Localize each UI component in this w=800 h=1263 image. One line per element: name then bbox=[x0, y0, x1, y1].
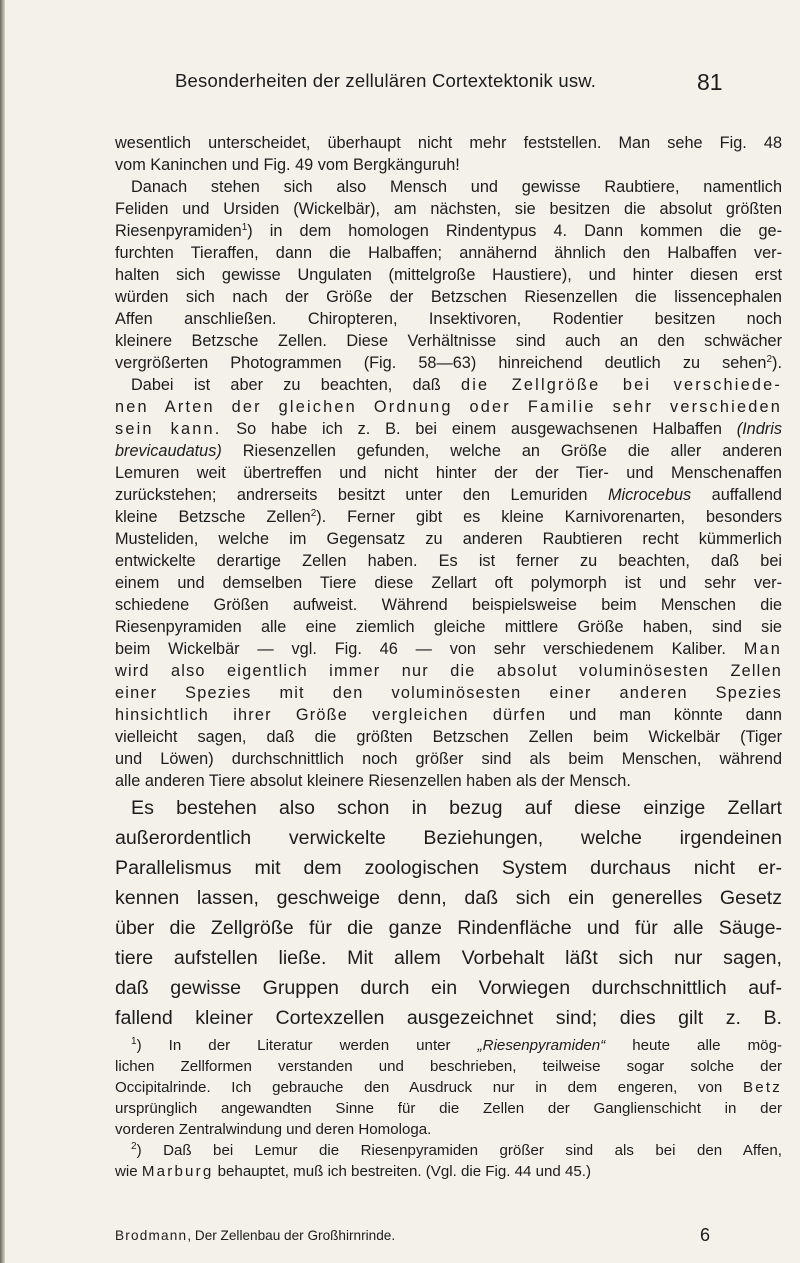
text-span: ). bbox=[772, 354, 782, 372]
text-line: Feliden und Ursiden (Wickelbär), am nächsten, sie besitzen die absolut größten bbox=[115, 200, 782, 218]
text-span: und man könnte dann bbox=[546, 706, 782, 724]
text-span: So habe ich z. B. bei einem ausgewachsenen Halbaffen bbox=[221, 420, 737, 438]
footnote-line bbox=[115, 1079, 782, 1097]
text-line bbox=[115, 485, 782, 505]
text-line: Danach stehen sich also Mensch und gewisse Raubtiere, namentlich bbox=[131, 178, 782, 196]
text-line: würden sich nach der Größe der Betzschen Riesenzellen die lissencephalen bbox=[115, 288, 782, 306]
large-text-line: daß gewisse Gruppen durch ein Vorwiegen durchschnittlich auf- bbox=[115, 977, 782, 999]
page-number: 81 bbox=[697, 69, 723, 95]
text-span: zurückstehen; andrerseits besitzt unter den Lemuriden bbox=[115, 486, 608, 504]
footnote-ref: 2 bbox=[766, 354, 773, 365]
text-span: beim Wickelbär — vgl. Fig. 46 — von sehr verschiedenem Kaliber. bbox=[115, 640, 744, 658]
text-line bbox=[131, 375, 782, 395]
text-line: halten sich gewisse Ungulaten (mittelgroße Haustiere), und hinter diesen erst bbox=[115, 266, 782, 284]
emphasis-span: die Zellgröße bei verschiede- bbox=[460, 376, 782, 394]
footnote-line bbox=[131, 1037, 782, 1055]
large-text-line: fallend kleiner Cortexzellen ausgezeichnet sind; dies gilt z. B. bbox=[115, 1007, 782, 1029]
species-name: Microcebus bbox=[607, 486, 692, 504]
text-line bbox=[115, 353, 782, 373]
text-line: wesentlich unterscheidet, überhaupt nicht mehr feststellen. Man sehe Fig. 48 bbox=[115, 134, 782, 152]
footnote-ref: 2 bbox=[310, 508, 317, 519]
text-line bbox=[115, 705, 782, 725]
emphasis-span: Man bbox=[743, 640, 782, 658]
text-line: kleinere Betzsche Zellen. Diese Verhältnisse sind auch an den schwächer bbox=[115, 332, 782, 350]
large-text-line: außerordentlich verwickelte Beziehungen, welche irgendeinen bbox=[115, 827, 782, 849]
text-line: Lemuren weit übertreffen und nicht hinter der der Tier- und Menschenaffen bbox=[115, 464, 782, 482]
footnote-line bbox=[131, 1142, 782, 1160]
text-span: heute alle mög- bbox=[605, 1037, 782, 1054]
text-line: Musteliden, welche im Gegensatz zu anderen Raubtieren recht kümmerlich bbox=[115, 530, 782, 548]
text-span: behauptet, muß ich bestreiten. (Vgl. die Fig. 44 und 45.) bbox=[213, 1163, 592, 1180]
text-line bbox=[115, 507, 782, 527]
author-name: Marburg bbox=[141, 1163, 214, 1180]
species-name: (Indris bbox=[736, 420, 782, 438]
text-line: schiedene Größen aufweist. Während beispielsweise beim Menschen die bbox=[115, 596, 782, 614]
text-line: alle anderen Tiere absolut kleinere Riesenzellen haben als der Mensch. bbox=[115, 772, 631, 790]
text-span: Riesenpyramiden bbox=[115, 222, 242, 240]
text-line bbox=[115, 639, 782, 659]
author-name: Brodmann bbox=[115, 1228, 188, 1243]
text-line: Riesenpyramiden alle eine ziemlich gleiche mittlere Größe haben, sind sie bbox=[115, 618, 782, 636]
emphasis-span: hinsichtlich ihrer Größe vergleichen dürfen bbox=[115, 706, 547, 724]
text-span: Occipitalrinde. Ich gebrauche den Ausdruck nur in dem engeren, von bbox=[115, 1079, 743, 1096]
footnote-line: lichen Zellformen verstanden und beschrieben, teilweise sogar solche der bbox=[115, 1058, 782, 1075]
text-line: einem und demselben Tiere diese Zellart oft polymorph ist und sehr ver- bbox=[115, 574, 782, 592]
text-span: in dem homologen Rindentypus 4. Dann kommen die ge- bbox=[252, 222, 782, 240]
text-span: ) In der Literatur werden unter bbox=[136, 1037, 478, 1054]
text-span: wie bbox=[115, 1163, 142, 1180]
large-text-line: über die Zellgröße für die ganze Rindenfläche und für alle Säuge- bbox=[115, 917, 782, 939]
text-line: entwickelte derartige Zellen haben. Es ist ferner zu beachten, daß bei bbox=[115, 552, 782, 570]
author-name: Betz bbox=[742, 1079, 782, 1096]
running-header: Besonderheiten der zellulären Cortextektonik usw. bbox=[175, 70, 597, 91]
text-span: Dabei ist aber zu beachten, daß bbox=[131, 376, 461, 394]
signature-line bbox=[115, 1228, 395, 1243]
footnote-line bbox=[115, 1163, 782, 1181]
text-span: vergrößerten Photogrammen (Fig. 58—63) hinreichend deutlich zu sehen bbox=[115, 354, 767, 372]
text-line: wird also eigentlich immer nur die absolut voluminösesten Zellen bbox=[115, 662, 782, 680]
large-text-line: kennen lassen, geschweige denn, daß sich ein generelles Gesetz bbox=[115, 887, 782, 909]
text-span: kleine Betzsche Zellen bbox=[115, 508, 311, 526]
book-title: , Der Zellenbau der Großhirnrinde. bbox=[187, 1228, 396, 1243]
signature-mark: 6 bbox=[700, 1225, 711, 1245]
text-line: nen Arten der gleichen Ordnung oder Familie sehr verschieden bbox=[115, 398, 782, 416]
footnote-ref: 1 bbox=[241, 222, 248, 233]
large-text-line: Parallelismus mit dem zoologischen System durchaus nicht er- bbox=[115, 857, 782, 879]
text-line: vom Kaninchen und Fig. 49 vom Bergkänguruh! bbox=[115, 156, 460, 174]
emphasis-span: sein kann. bbox=[115, 420, 222, 438]
species-name: brevicaudatus) bbox=[115, 442, 222, 460]
footnote-line: vorderen Zentralwindung und deren Homologa. bbox=[115, 1121, 432, 1138]
text-line bbox=[115, 419, 782, 439]
footnote-mark: 1 bbox=[131, 1036, 137, 1047]
text-line: Affen anschließen. Chiropteren, Insektivoren, Rodentier besitzen noch bbox=[115, 310, 782, 328]
footnote-line: ursprünglich angewandten Sinne für die Zellen der Ganglienschicht in der bbox=[115, 1100, 782, 1117]
footnote-mark: 2 bbox=[131, 1141, 137, 1152]
text-span: auffallend bbox=[691, 486, 782, 504]
text-span: ). Ferner gibt es kleine Karnivorenarten, besonders bbox=[316, 508, 782, 526]
text-line bbox=[115, 441, 782, 461]
text-span: ) Daß bei Lemur die Riesenpyramiden größer sind als bei den Affen, bbox=[136, 1142, 782, 1159]
large-text-line: tiere aufstellen ließe. Mit allem Vorbehalt läßt sich nur sagen, bbox=[115, 947, 782, 969]
quoted-term: „Riesenpyramiden“ bbox=[477, 1037, 606, 1054]
text-line: vielleicht sagen, daß die größten Betzschen Zellen beim Wickelbär (Tiger bbox=[115, 728, 782, 746]
text-span: Riesenzellen gefunden, welche an Größe die aller anderen bbox=[221, 442, 782, 460]
text-line: und Löwen) durchschnittlich noch größer sind als beim Menschen, während bbox=[115, 750, 782, 768]
large-text-line: Es bestehen also schon in bezug auf diese einzige Zellart bbox=[131, 797, 782, 819]
text-line: einer Spezies mit den voluminösesten einer anderen Spezies bbox=[115, 684, 782, 702]
text-line: Riesenpyramiden$^1$) in dem homologen Rindentypus 4. Dann kommen die ge- bbox=[115, 222, 782, 240]
text-line: furchten Tieraffen, dann die Halbaffen; annähernd ähnlich den Halbaffen ver- bbox=[115, 244, 782, 262]
